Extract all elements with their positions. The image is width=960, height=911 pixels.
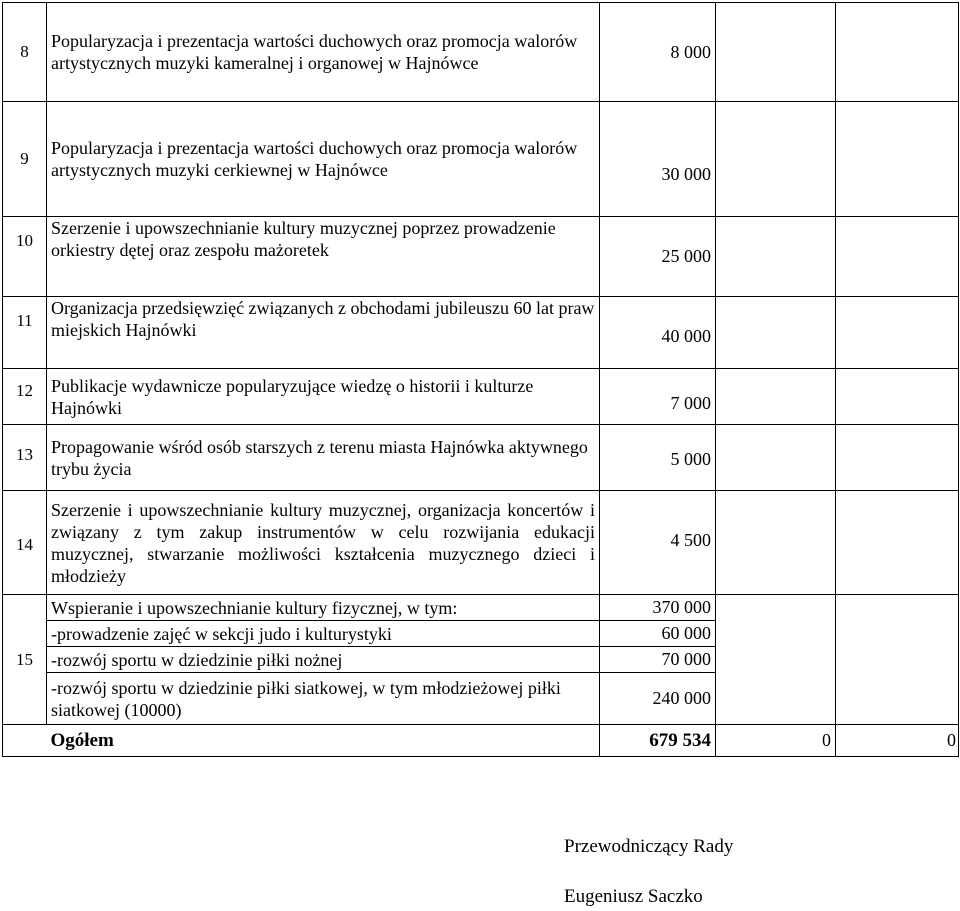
total-row <box>3 725 959 757</box>
row-description: -rozwój sportu w dziedzinie piłki siatkowej, w tym młodzieżowej piłki siatkowej (10000) <box>47 673 600 725</box>
row-amount: 30 000 <box>600 102 716 217</box>
empty-cell <box>836 491 959 595</box>
row-amount: 370 000 <box>600 595 716 621</box>
row-number: 12 <box>3 369 47 425</box>
row-number: 13 <box>3 425 47 491</box>
table-row <box>3 3 959 102</box>
empty-cell <box>836 425 959 491</box>
empty-cell <box>716 217 836 297</box>
table-row <box>3 369 959 425</box>
table-row <box>3 297 959 369</box>
row-amount: 240 000 <box>600 673 716 725</box>
row-description: Szerzenie i upowszechnianie kultury muzycznej poprzez prowadzenie orkiestry dętej oraz zespołu mażoretek <box>47 217 600 297</box>
table-row <box>3 217 959 297</box>
empty-cell <box>716 369 836 425</box>
empty-cell <box>716 425 836 491</box>
empty-cell <box>716 491 836 595</box>
row-number: 9 <box>3 102 47 217</box>
row-number: 15 <box>3 595 47 725</box>
row-description: Organizacja przedsięwzięć związanych z obchodami jubileuszu 60 lat praw miejskich Hajnówki <box>47 297 600 369</box>
empty-cell <box>836 3 959 102</box>
total-amount: 679 534 <box>600 725 716 757</box>
row-description: Szerzenie i upowszechnianie kultury muzycznej, organizacja koncertów i związany z tym zakup instrumentów w celu rozwijania edukacji muzycznej, stwarzanie możliwości kształcenia muzycznego dzieci i młodzieży <box>47 491 600 595</box>
row-description: Wspieranie i upowszechnianie kultury fizycznej, w tym: <box>47 595 600 621</box>
row-number: 14 <box>3 491 47 595</box>
empty-cell <box>716 3 836 102</box>
row-amount: 8 000 <box>600 3 716 102</box>
empty-cell <box>836 369 959 425</box>
empty-cell <box>716 595 836 725</box>
empty-cell <box>836 102 959 217</box>
row-amount: 70 000 <box>600 647 716 673</box>
row-number: 8 <box>3 3 47 102</box>
table-row <box>3 425 959 491</box>
empty-cell <box>836 297 959 369</box>
total-col3: 0 <box>836 725 959 757</box>
row-amount: 60 000 <box>600 621 716 647</box>
empty-cell <box>716 102 836 217</box>
signature-name: Eugeniusz Saczko <box>564 886 703 907</box>
total-col2: 0 <box>716 725 836 757</box>
budget-table <box>2 2 959 757</box>
row-number: 11 <box>3 297 47 369</box>
empty-cell <box>716 297 836 369</box>
row-amount: 40 000 <box>600 297 716 369</box>
row-amount: 4 500 <box>600 491 716 595</box>
table-row <box>3 102 959 217</box>
table-row <box>3 491 959 595</box>
row-description: -prowadzenie zajęć w sekcji judo i kulturystyki <box>47 621 600 647</box>
row-description: Popularyzacja i prezentacja wartości duchowych oraz promocja walorów artystycznych muzyki cerkiewnej w Hajnówce <box>47 102 600 217</box>
total-label: Ogółem <box>47 725 600 757</box>
row-amount: 25 000 <box>600 217 716 297</box>
empty-cell <box>836 217 959 297</box>
row-description: Publikacje wydawnicze popularyzujące wiedzę o historii i kulturze Hajnówki <box>47 369 600 425</box>
row-amount: 5 000 <box>600 425 716 491</box>
row-description: Popularyzacja i prezentacja wartości duchowych oraz promocja walorów artystycznych muzyki kameralnej i organowej w Hajnówce <box>47 3 600 102</box>
row-description: Propagowanie wśród osób starszych z terenu miasta Hajnówka aktywnego trybu życia <box>47 425 600 491</box>
row-amount: 7 000 <box>600 369 716 425</box>
table-row <box>3 595 959 621</box>
empty-cell <box>836 595 959 725</box>
row-description: -rozwój sportu w dziedzinie piłki nożnej <box>47 647 600 673</box>
signature-title: Przewodniczący Rady <box>564 836 734 857</box>
empty-cell <box>3 725 47 757</box>
row-number: 10 <box>3 217 47 297</box>
